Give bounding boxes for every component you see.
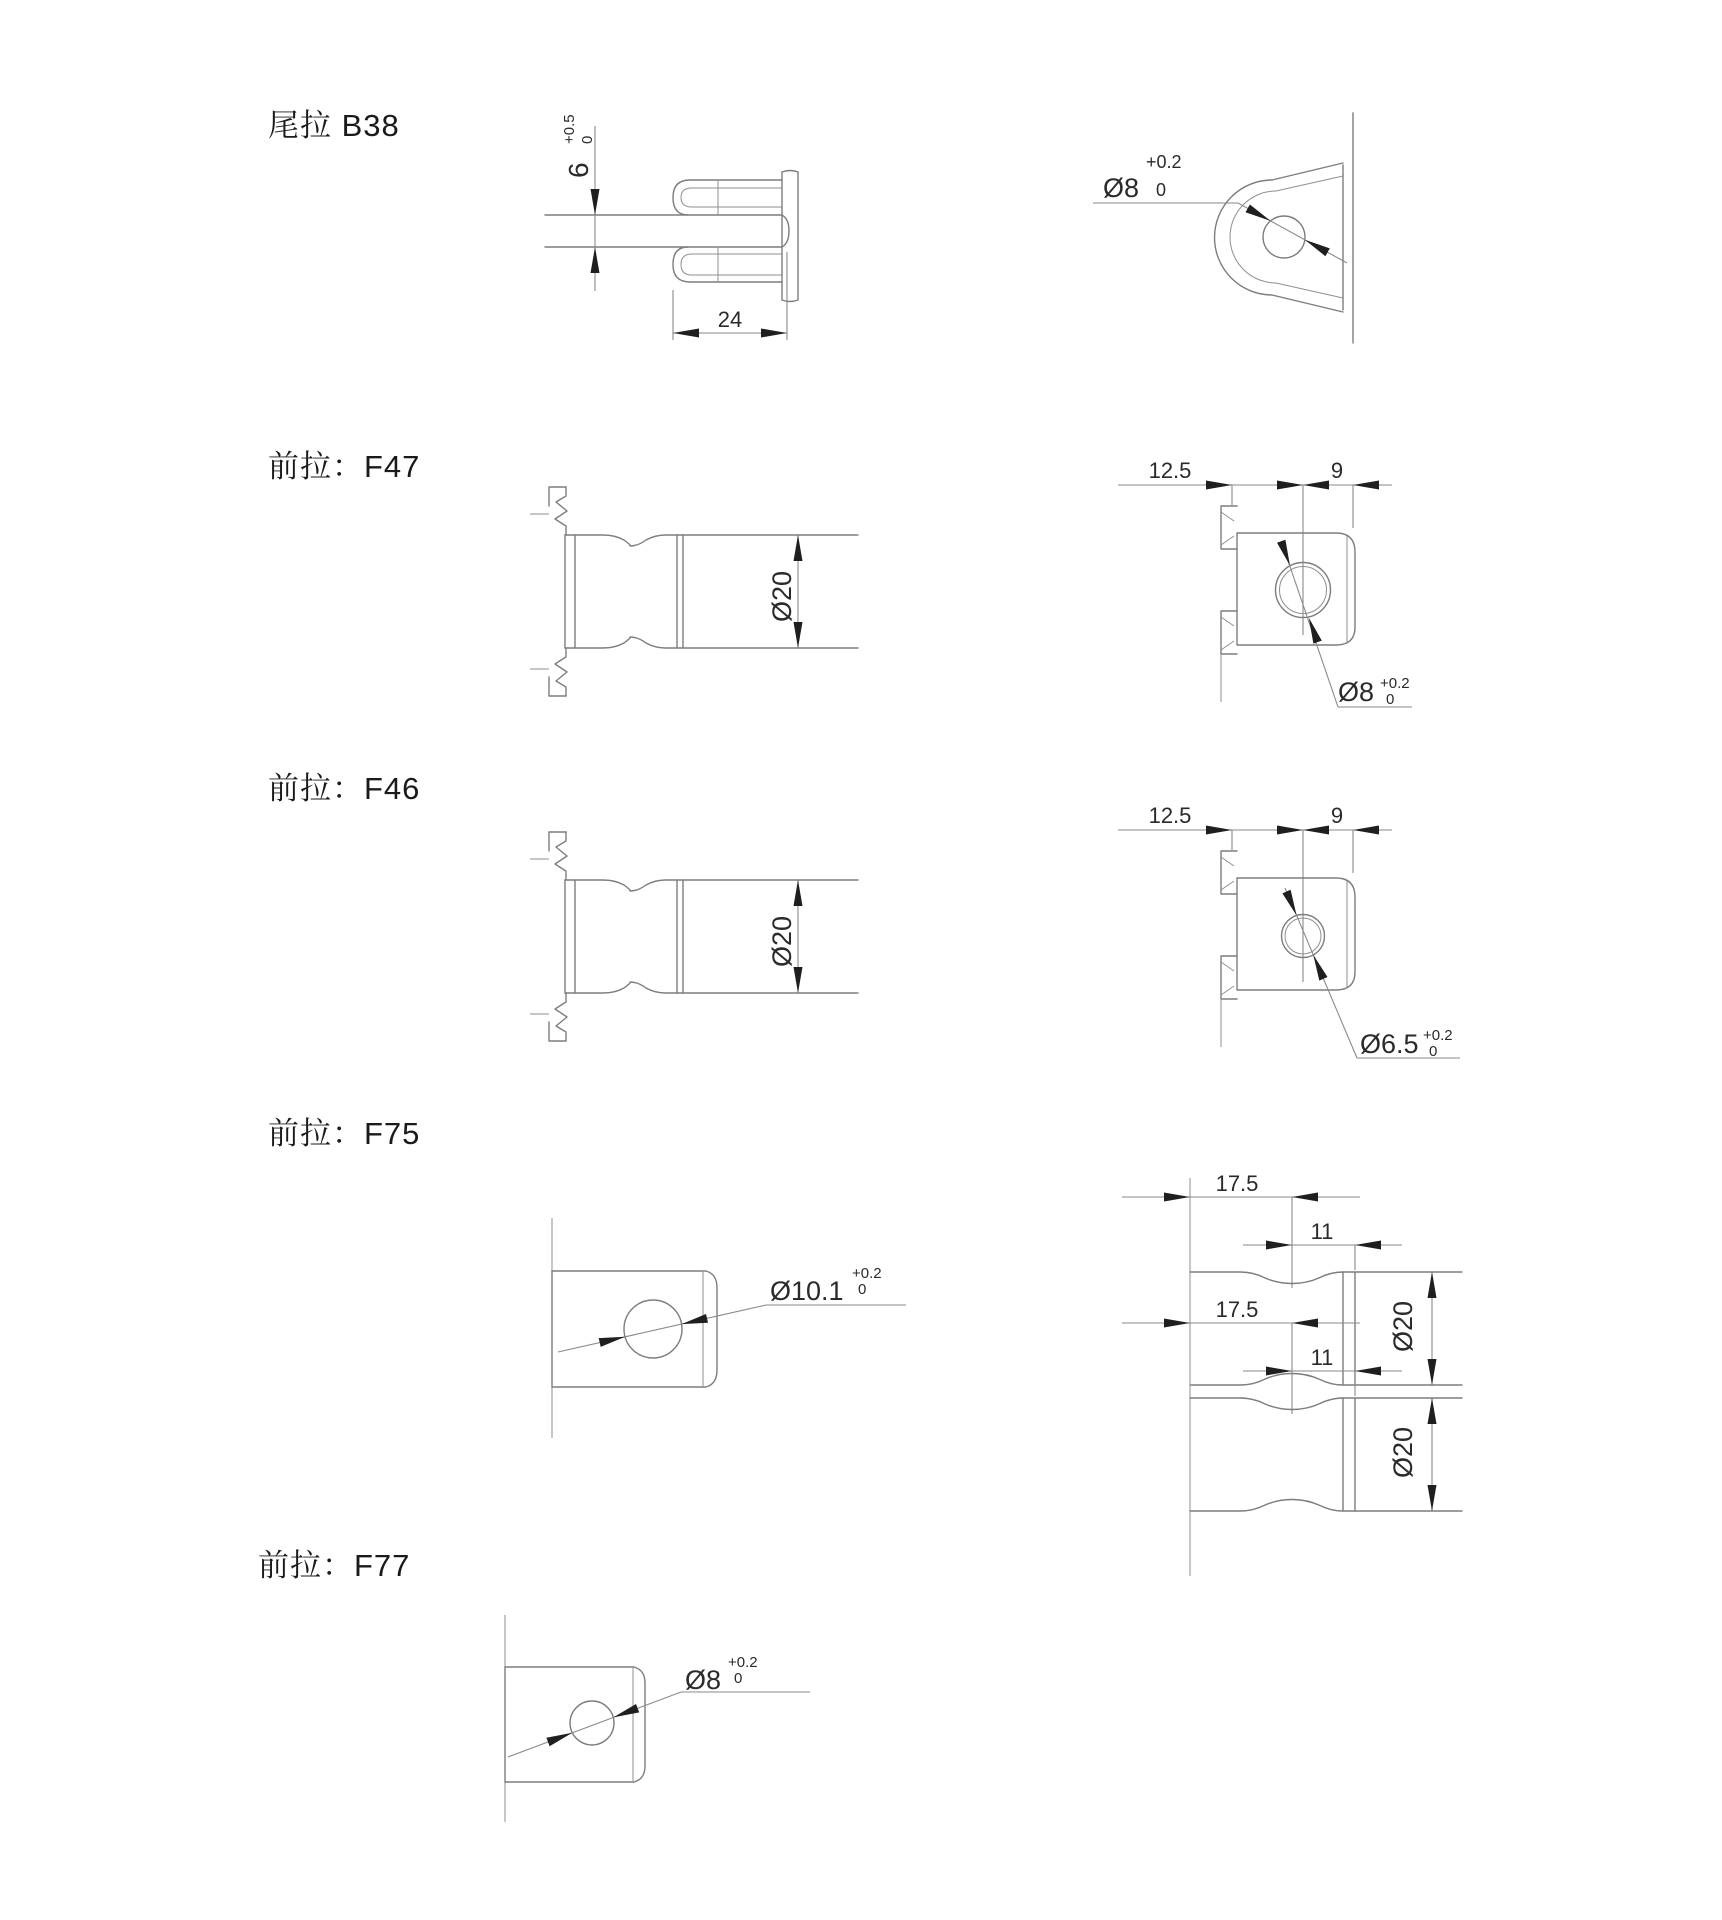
b38-end-view — [1093, 113, 1353, 343]
dim-value: Ø20 — [1388, 1300, 1418, 1352]
dim-f46-hole — [1360, 1027, 1453, 1060]
dim-tol-upper: +0.2 — [1146, 152, 1182, 172]
dim-f47-offset: 9 — [1330, 458, 1344, 483]
dim-tol-upper: +0.5 — [561, 114, 578, 144]
dim-value: Ø8 — [685, 1665, 722, 1695]
dim-tol-upper: +0.2 — [1380, 675, 1410, 692]
f47-side-view — [530, 487, 858, 696]
section-label-f77: 前拉：F77 — [258, 1548, 411, 1583]
dim-tol-lower: 0 — [1156, 180, 1167, 200]
dim-slot-depth: 24 — [717, 307, 743, 332]
dim-f46-offset: 9 — [1330, 803, 1344, 828]
dim-value: Ø10.1 — [770, 1276, 844, 1306]
dim-value: Ø20 — [767, 570, 797, 622]
dim-f77-length: 17.5 — [1215, 1297, 1259, 1322]
dim-value: Ø20 — [767, 915, 797, 967]
f75-side-view — [552, 1218, 906, 1438]
dim-b38-hole — [1103, 152, 1182, 203]
dim-value: Ø8 — [1338, 677, 1375, 707]
dim-f75-neck: 11 — [1310, 1219, 1334, 1244]
dim-f77-hole — [685, 1654, 758, 1695]
dim-tol-upper: +0.2 — [1423, 1027, 1453, 1044]
section-label-f75: 前拉：F75 — [268, 1116, 421, 1151]
f46-end-view — [1118, 803, 1460, 1060]
f47-end-view — [1118, 458, 1412, 708]
dim-value: Ø20 — [1388, 1426, 1418, 1478]
dim-f46-dia — [767, 916, 797, 967]
dim-tol-lower: 0 — [734, 1670, 743, 1687]
dim-tol-lower: 0 — [858, 1281, 867, 1298]
dim-slot-height — [561, 114, 596, 178]
dim-f75-hole — [770, 1265, 882, 1306]
dim-f75-length: 17.5 — [1215, 1171, 1259, 1196]
dim-value: Ø8 — [1103, 173, 1140, 203]
dim-f75-dia — [1388, 1301, 1418, 1352]
dim-value: Ø6.5 — [1360, 1029, 1419, 1059]
dim-f77-neck: 11 — [1310, 1345, 1334, 1370]
f46-side-view — [530, 832, 858, 1041]
dim-tol-lower: 0 — [579, 135, 596, 144]
b38-side-view — [545, 114, 798, 340]
dim-tol-lower: 0 — [1429, 1043, 1438, 1060]
section-label-b38: 尾拉 B38 — [268, 108, 400, 143]
section-label-f47: 前拉：F47 — [268, 449, 421, 484]
dim-value: 6 — [563, 162, 594, 178]
dim-f47-dia — [767, 571, 797, 622]
dim-tol-upper: +0.2 — [728, 1654, 758, 1671]
dim-tol-lower: 0 — [1386, 691, 1395, 708]
dim-f46-width: 12.5 — [1148, 803, 1192, 828]
dim-tol-upper: +0.2 — [852, 1265, 882, 1282]
f77-side-view — [505, 1615, 810, 1822]
dim-f47-width: 12.5 — [1148, 458, 1192, 483]
dim-f47-hole — [1338, 675, 1410, 708]
dim-f77-dia — [1388, 1427, 1418, 1478]
section-label-f46: 前拉：F46 — [268, 771, 421, 806]
